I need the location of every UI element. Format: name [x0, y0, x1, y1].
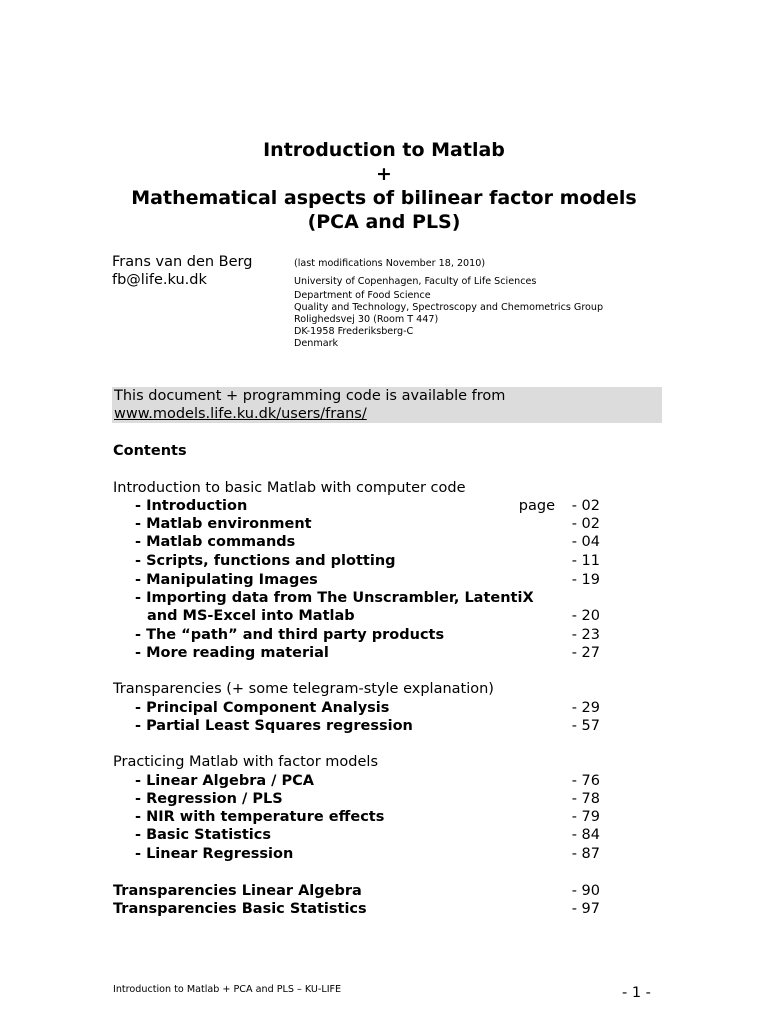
toc-page: - 04: [571, 534, 600, 550]
toc-label: - Matlab environment: [135, 516, 312, 532]
toc-page: - 27: [571, 645, 600, 661]
toc-page: - 78: [571, 791, 600, 807]
toc-label: Transparencies Basic Statistics: [113, 901, 367, 917]
toc-label: Transparencies Linear Algebra: [113, 883, 362, 899]
affiliation-line: DK-1958 Frederiksberg-C: [294, 326, 414, 337]
title-line-2: +: [376, 163, 392, 185]
last-modified: (last modifications November 18, 2010): [294, 258, 486, 269]
toc-label: - Manipulating Images: [135, 572, 318, 588]
toc-page: - 90: [571, 883, 600, 899]
toc-page: - 23: [571, 627, 600, 643]
toc-page: - 20: [571, 608, 600, 624]
toc-label: - The “path” and third party products: [135, 627, 445, 643]
toc-page: - 79: [571, 809, 600, 825]
toc-page: - 02: [571, 498, 600, 514]
affiliation-line: Department of Food Science: [294, 290, 431, 301]
toc-page: - 02: [571, 516, 600, 532]
toc-label: - More reading material: [135, 645, 329, 661]
toc-page: - 84: [571, 827, 600, 843]
toc-page: - 29: [571, 700, 600, 716]
availability-link[interactable]: www.models.life.ku.dk/users/frans/: [114, 406, 367, 422]
toc-page: - 11: [571, 553, 600, 569]
title-line-4: (PCA and PLS): [307, 211, 461, 233]
toc-label: - Linear Regression: [135, 846, 294, 862]
toc-page: - 19: [571, 572, 600, 588]
author-name: Frans van den Berg: [112, 254, 253, 270]
availability-box: [112, 387, 662, 423]
toc-label: - Partial Least Squares regression: [135, 718, 413, 734]
title-line-3: Mathematical aspects of bilinear factor models: [131, 187, 637, 209]
toc-page-prefix: page: [518, 498, 555, 514]
toc-page: - 97: [571, 901, 600, 917]
toc-label: - Regression / PLS: [135, 791, 283, 807]
title-line-1: Introduction to Matlab: [263, 139, 505, 161]
availability-text: This document + programming code is available from: [114, 388, 506, 404]
toc-label: - Scripts, functions and plotting: [135, 553, 396, 569]
affiliation-line: University of Copenhagen, Faculty of Life Sciences: [294, 276, 537, 287]
section-heading: Transparencies (+ some telegram-style explanation): [113, 681, 494, 697]
affiliation-line: Denmark: [294, 338, 339, 349]
toc-page: - 76: [571, 773, 600, 789]
affiliation-line: Quality and Technology, Spectroscopy and Chemometrics Group: [294, 302, 604, 313]
toc-label: - NIR with temperature effects: [135, 809, 385, 825]
toc-page: - 87: [571, 846, 600, 862]
toc-label: - Importing data from The Unscrambler, LatentiX: [135, 590, 534, 606]
toc-page: - 57: [571, 718, 600, 734]
author-email: fb@life.ku.dk: [112, 272, 207, 288]
footer-text: Introduction to Matlab + PCA and PLS – KU-LIFE: [113, 984, 342, 995]
toc-label: - Linear Algebra / PCA: [135, 773, 315, 789]
toc-label: and MS-Excel into Matlab: [147, 608, 355, 624]
contents-heading: Contents: [113, 443, 187, 459]
toc-label: - Basic Statistics: [135, 827, 271, 843]
section-heading: Introduction to basic Matlab with computer code: [113, 480, 466, 496]
toc-label: - Principal Component Analysis: [135, 700, 390, 716]
affiliation-line: Rolighedsvej 30 (Room T 447): [294, 314, 439, 325]
toc-label: - Matlab commands: [135, 534, 296, 550]
page-number: - 1 -: [622, 985, 651, 1001]
section-heading: Practicing Matlab with factor models: [113, 754, 379, 770]
toc-label: - Introduction: [135, 498, 248, 514]
